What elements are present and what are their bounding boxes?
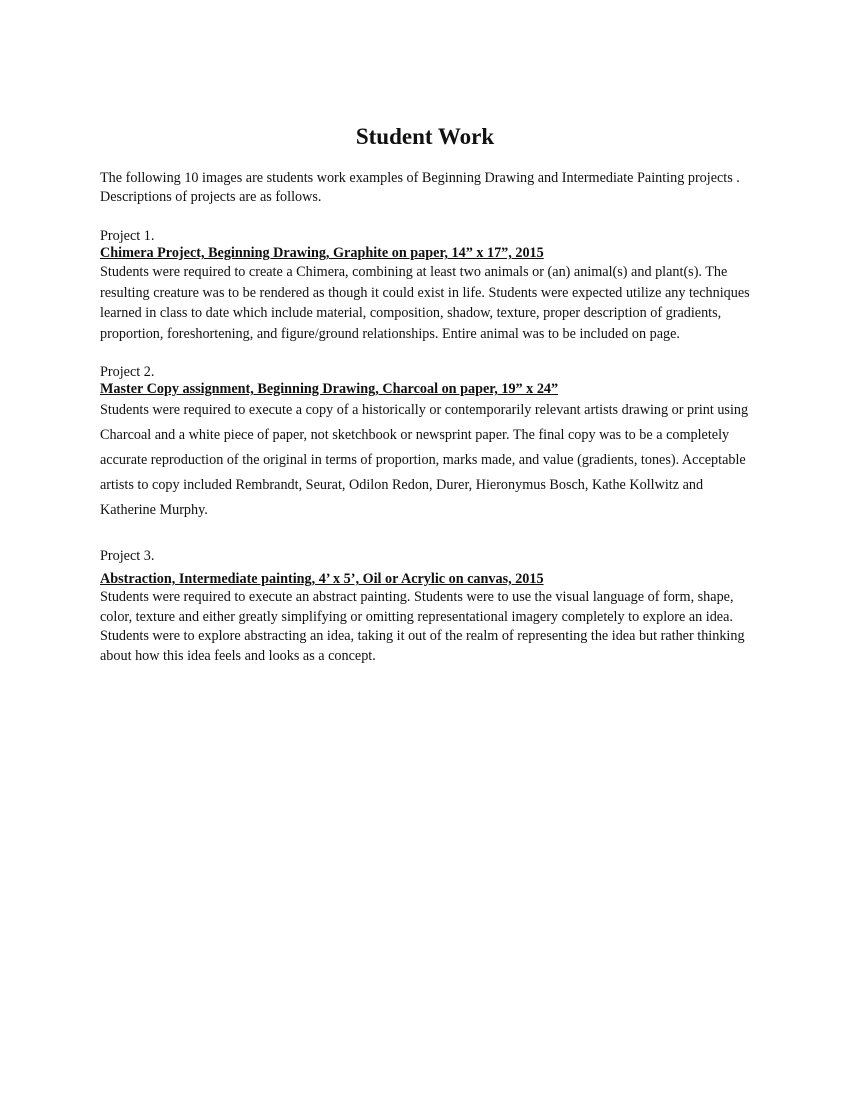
project-3-description: Students were required to execute an abstract painting. Students were to use the visual language of form, shape, color, texture and either greatly simplifying or omitting representational imagery completely to explore an idea. Students were to explore abstracting an idea, taking it out of the realm of representing the idea but rather thinking about how this idea feels and looks as a concept. bbox=[100, 589, 745, 664]
project-2-section bbox=[100, 363, 750, 523]
project-3-heading: Abstraction, Intermediate painting, 4’ x 5’, Oil or Acrylic on canvas, 2015 bbox=[100, 571, 544, 587]
project-2-heading: Master Copy assignment, Beginning Drawing, Charcoal on paper, 19” x 24” bbox=[100, 381, 559, 397]
project-2-label: Project 2. bbox=[100, 364, 155, 380]
project-2-description: Students were required to execute a copy of a historically or contemporarily relevant artists drawing or print using Charcoal and a white piece of paper, not sketchbook or newsprint paper. The final copy was to be a completely accurate reproduction of the original in terms of proportion, marks made, and value (gradients, tones). Acceptable artists to copy included Rembrandt, Seurat, Odilon Redon, Durer, Hieronymus Bosch, Kathe Kollwitz and Katherine Murphy. bbox=[100, 402, 749, 518]
project-3-section bbox=[100, 547, 750, 666]
project-1-heading: Chimera Project, Beginning Drawing, Graphite on paper, 14” x 17”, 2015 bbox=[100, 245, 544, 261]
project-1-description: Students were required to create a Chimera, combining at least two animals or (an) animal(s) and plant(s). The resulting creature was to be rendered as though it could exist in life. Students were expected utilize any techniques learned in class to date which include material, composition, shadow, texture, proper description of gradients, proportion, foreshortening, and figure/ground relationships. Entire animal was to be included on page. bbox=[100, 264, 750, 342]
page-title: Student Work bbox=[355, 124, 495, 149]
project-1-label: Project 1. bbox=[100, 228, 155, 244]
document-page bbox=[100, 122, 750, 666]
project-1-section bbox=[100, 227, 750, 344]
project-3-label: Project 3. bbox=[100, 548, 155, 564]
intro-paragraph: The following 10 images are students work examples of Beginning Drawing and Intermediate Painting projects . Descriptions of projects are as follows. bbox=[100, 170, 740, 205]
